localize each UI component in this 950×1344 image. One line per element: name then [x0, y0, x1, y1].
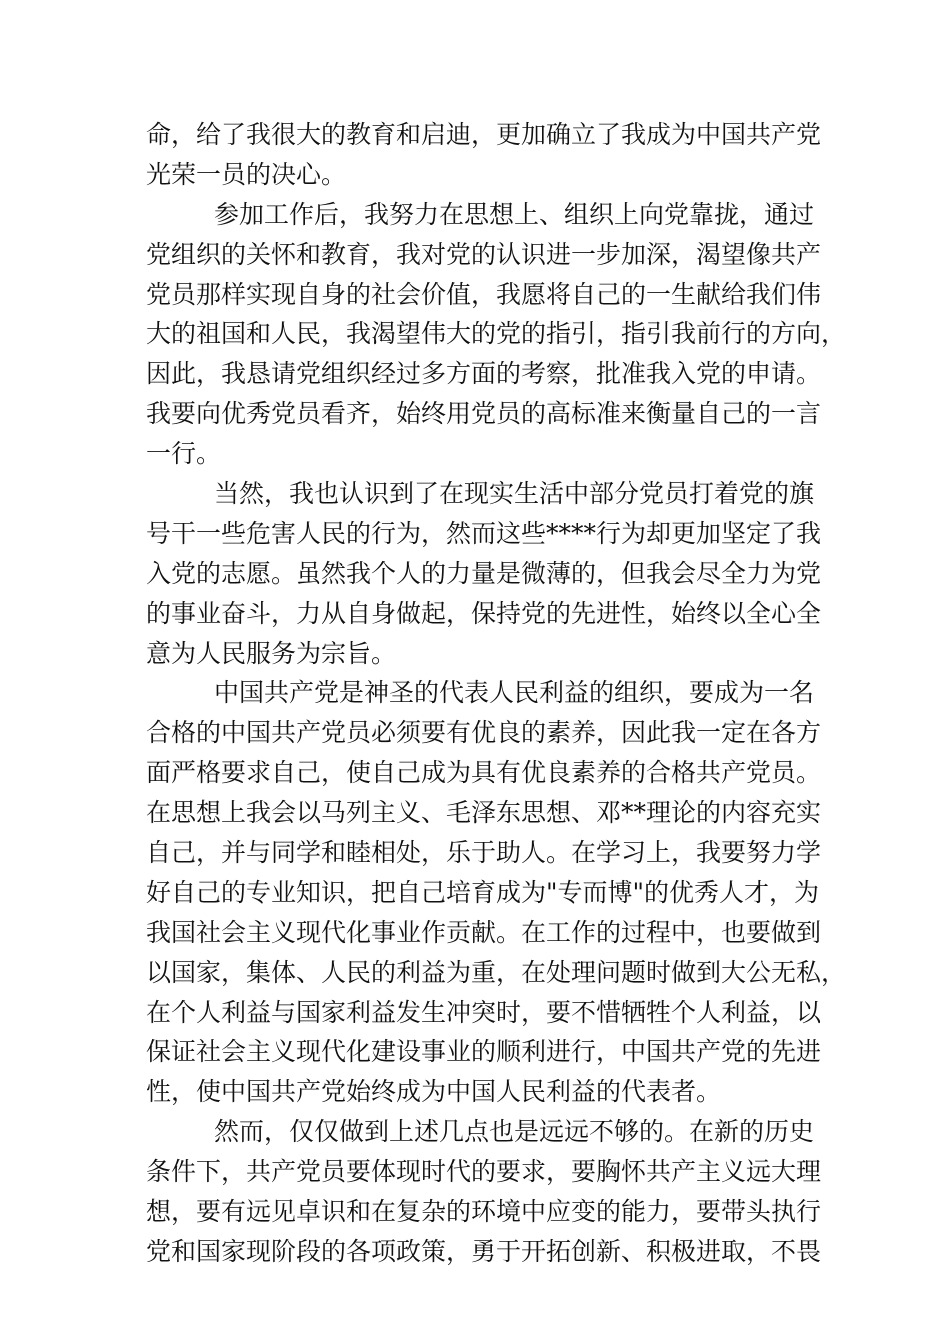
text-line: 我国社会主义现代化事业作贡献。在工作的过程中，也要做到 — [146, 917, 822, 947]
text-line: 条件下，共产党员要体现时代的要求，要胸怀共产主义远大理 — [146, 1157, 822, 1187]
text-line: 好自己的专业知识，把自己培育成为"专而博"的优秀人才，为 — [146, 877, 820, 907]
text-line: 光荣一员的决心。 — [146, 159, 347, 189]
text-line: 大的祖国和人民，我渴望伟大的党的指引，指引我前行的方向， — [146, 319, 847, 349]
text-line: 在个人利益与国家利益发生冲突时，要不惜牺牲个人利益，以 — [146, 997, 822, 1027]
text-line: 因此，我恳请党组织经过多方面的考察，批准我入党的申请。 — [146, 359, 822, 389]
text-line: 党和国家现阶段的各项政策，勇于开拓创新、积极进取，不畏 — [146, 1236, 822, 1266]
document-body-text — [146, 115, 847, 1272]
text-line: 党员那样实现自身的社会价值，我愿将自己的一生献给我们伟 — [146, 279, 822, 309]
text-line: 参加工作后，我努力在思想上、组织上向党靠拢，通过 — [214, 199, 815, 229]
text-line: 然而，仅仅做到上述几点也是远远不够的。在新的历史 — [214, 1117, 815, 1147]
text-line: 的事业奋斗，力从自身做起，保持党的先进性，始终以全心全 — [146, 598, 822, 628]
text-line: 党组织的关怀和教育，我对党的认识进一步加深，渴望像共产 — [146, 239, 822, 269]
text-line: 合格的中国共产党员必须要有优良的素养，因此我一定在各方 — [146, 718, 822, 748]
text-line: 想，要有远见卓识和在复杂的环境中应变的能力，要带头执行 — [146, 1197, 822, 1227]
text-line: 保证社会主义现代化建设事业的顺利进行，中国共产党的先进 — [146, 1037, 822, 1067]
text-line: 入党的志愿。虽然我个人的力量是微薄的，但我会尽全力为党 — [146, 558, 822, 588]
text-line: 我要向优秀党员看齐，始终用党员的高标准来衡量自己的一言 — [146, 399, 822, 429]
text-line: 意为人民服务为宗旨。 — [146, 638, 397, 668]
text-line: 面严格要求自己，使自己成为具有优良素养的合格共产党员。 — [146, 758, 822, 788]
text-line: 一行。 — [146, 439, 222, 469]
text-line: 号干一些危害人民的行为，然而这些****行为却更加坚定了我 — [146, 518, 822, 548]
text-line: 自己，并与同学和睦相处，乐于助人。在学习上，我要努力学 — [146, 838, 822, 868]
text-line: 以国家，集体、人民的利益为重，在处理问题时做到大公无私， — [146, 957, 847, 987]
text-line: 在思想上我会以马列主义、毛泽东思想、邓**理论的内容充实 — [146, 798, 822, 828]
text-line: 命，给了我很大的教育和启迪，更加确立了我成为中国共产党 — [146, 120, 822, 149]
text-line: 中国共产党是神圣的代表人民利益的组织，要成为一名 — [214, 678, 815, 708]
text-line: 当然，我也认识到了在现实生活中部分党员打着党的旗 — [214, 479, 815, 509]
text-line: 性，使中国共产党始终成为中国人民利益的代表者。 — [146, 1077, 722, 1107]
